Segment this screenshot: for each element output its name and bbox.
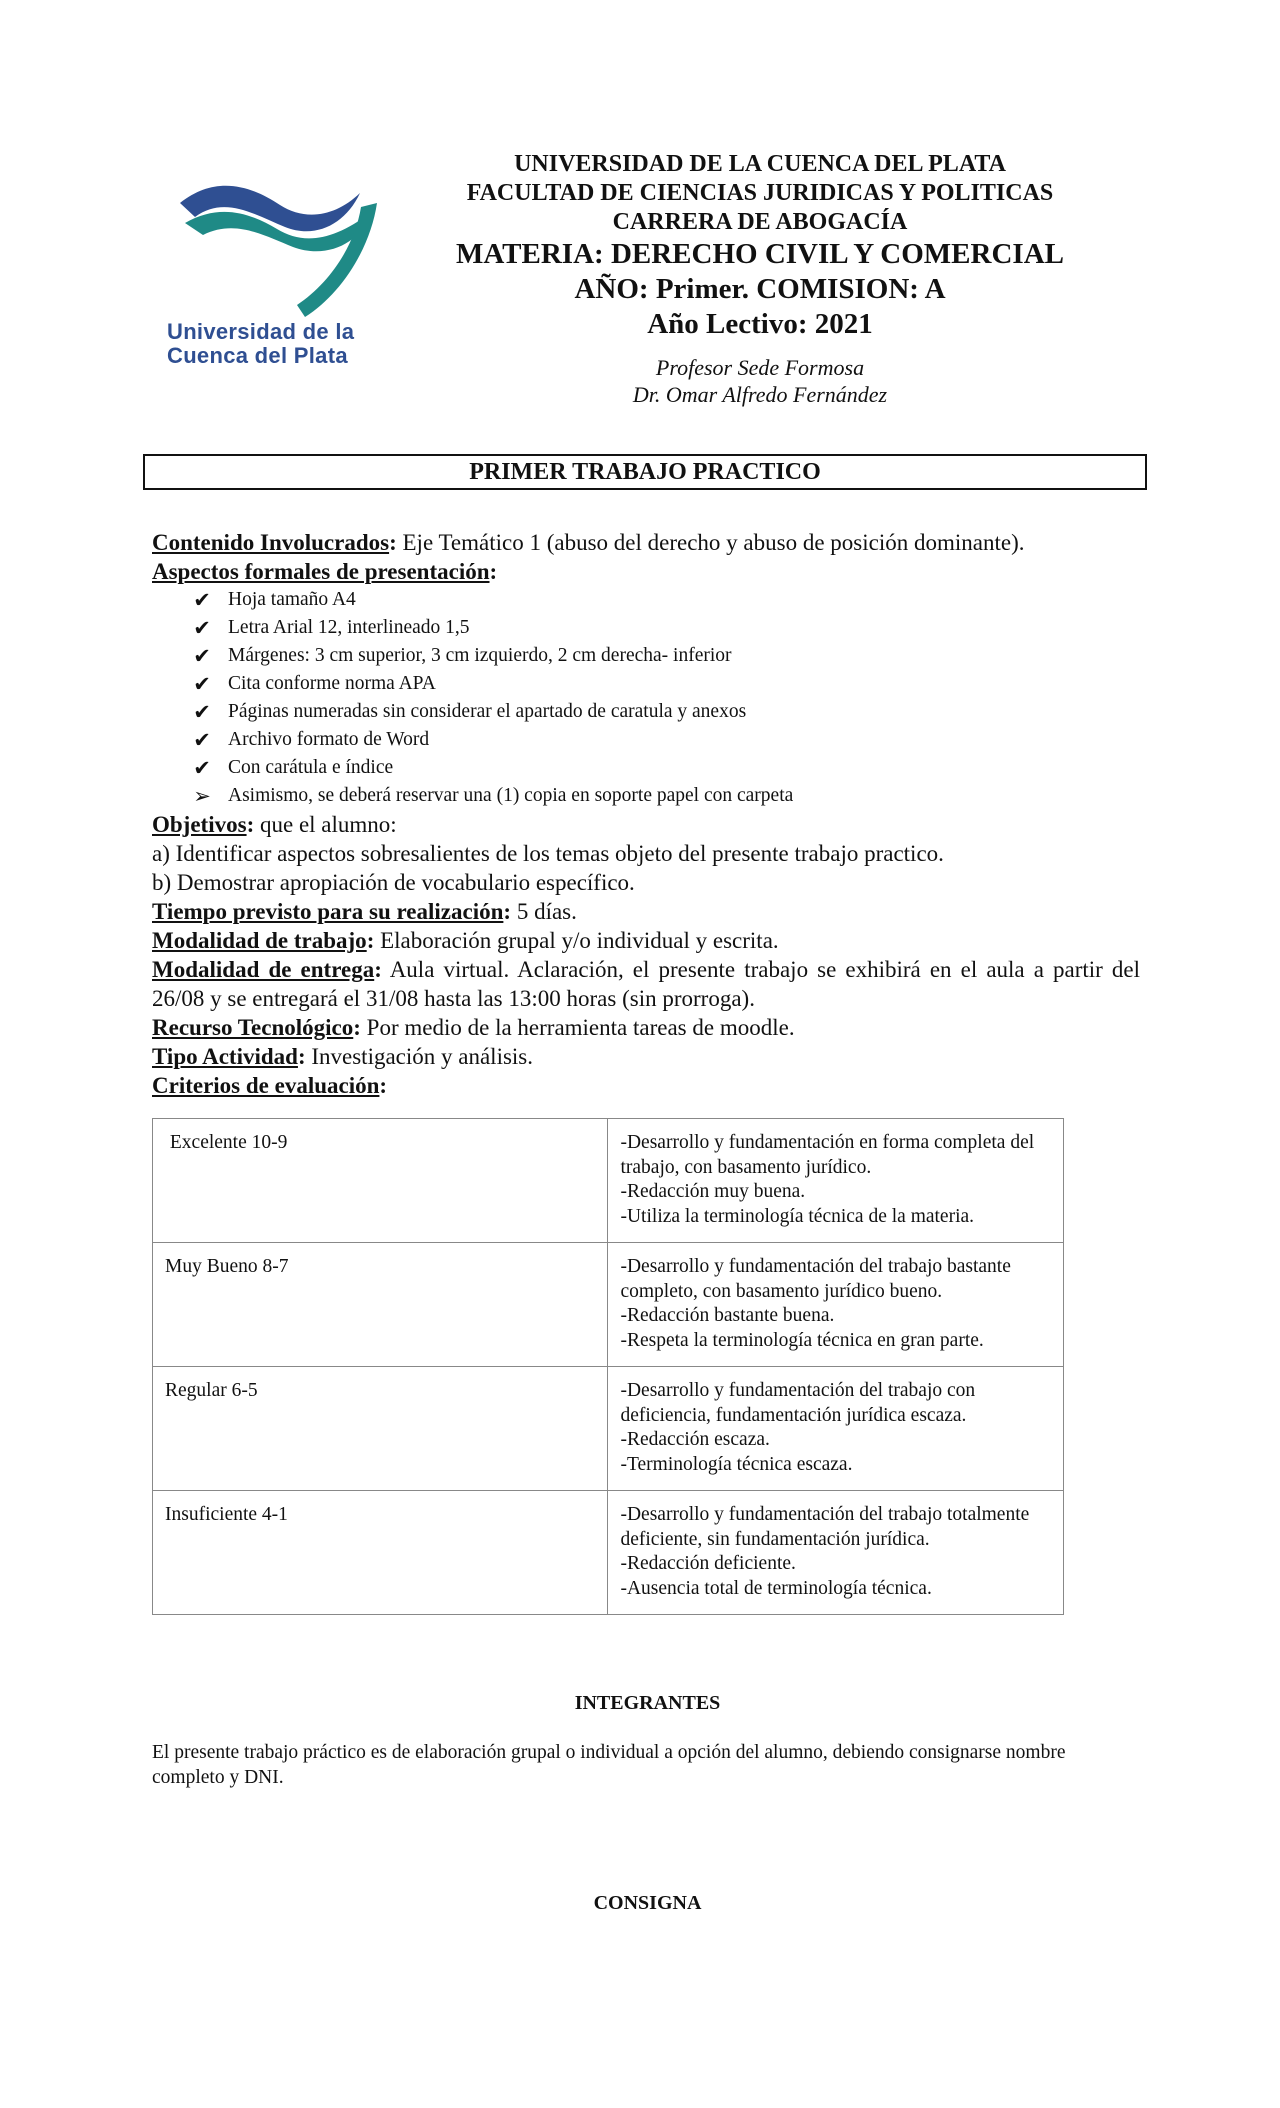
aspectos-heading: Aspectos formales de presentación:	[152, 559, 498, 584]
list-item: ➢ Asimismo, se deberá reservar una (1) copia en soporte papel con carpeta	[190, 782, 1140, 810]
grade-cell: Excelente 10-9	[153, 1119, 608, 1243]
criterios-heading: Criterios de evaluación:	[152, 1073, 388, 1098]
logo-text-line1: Universidad de la	[167, 319, 355, 344]
logo-wordmark	[167, 320, 407, 368]
logo-text-line2: Cuenca del Plata	[167, 343, 348, 368]
list-item: ✔ Páginas numeradas sin considerar el apartado de caratula y anexos	[190, 698, 1140, 726]
criterios-label: Criterios de evaluación	[152, 1073, 380, 1098]
tipo-label: Tipo Actividad	[152, 1044, 298, 1069]
modalidad-entrega-paragraph: Modalidad de entrega: Aula virtual. Aclaración, el presente trabajo se exhibirá en el aula a partir del 26/08 y se entregará el 31/08 hasta las 13:00 horas (sin prorroga).	[152, 957, 1140, 1011]
list-item: ✔ Márgenes: 3 cm superior, 3 cm izquierdo, 2 cm derecha- inferior	[190, 642, 1140, 670]
subject-title: MATERIA: DERECHO CIVIL Y COMERCIAL	[456, 238, 1064, 270]
university-name: UNIVERSIDAD DE LA CUENCA DEL PLATA	[514, 151, 1006, 177]
list-item: ✔ Con carátula e índice	[190, 754, 1140, 782]
checkmark-icon: ✔	[193, 672, 211, 696]
objetivo-a: a) Identificar aspectos sobresalientes de los temas objeto del presente trabajo practico.	[152, 841, 944, 866]
professor-name: Dr. Omar Alfredo Fernández	[632, 382, 888, 407]
objetivos-label: Objetivos	[152, 812, 247, 837]
aspectos-label: Aspectos formales de presentación	[152, 559, 490, 584]
tipo-paragraph: Tipo Actividad: Investigación y análisis.	[152, 1044, 534, 1069]
tiempo-label: Tiempo previsto para su realización	[152, 899, 504, 924]
checkmark-icon: ✔	[193, 756, 211, 780]
career-name: CARRERA DE ABOGACÍA	[612, 209, 908, 235]
tiempo-paragraph: Tiempo previsto para su realización: 5 días.	[152, 899, 577, 924]
integrantes-text: El presente trabajo práctico es de elaboración grupal o individual a opción del alumno, debiendo consignarse nombre completo y DNI.	[152, 1742, 1066, 1788]
contenido-label: Contenido Involucrados	[152, 530, 390, 555]
professor-block	[410, 354, 1110, 408]
recurso-paragraph: Recurso Tecnológico: Por medio de la herramienta tareas de moodle.	[152, 1015, 795, 1040]
table-row	[153, 1491, 1064, 1615]
checkmark-icon: ✔	[193, 588, 211, 612]
description-cell: -Desarrollo y fundamentación del trabajo bastante completo, con basamento jurídico bueno. -Redacción bastante buena. -Respeta la terminología técnica en gran parte.	[608, 1243, 1064, 1367]
description-cell: -Desarrollo y fundamentación del trabajo con deficiencia, fundamentación jurídica escaza. -Redacción escaza. -Terminología técnica escaza.	[608, 1367, 1064, 1491]
document-header	[410, 150, 1110, 408]
table-row	[153, 1119, 1064, 1243]
grade-cell: Regular 6-5	[153, 1367, 608, 1491]
criteria-table	[152, 1118, 1064, 1615]
professor-role: Profesor Sede Formosa	[655, 355, 865, 380]
checkmark-icon: ✔	[193, 700, 211, 724]
grade-cell: Muy Bueno 8-7	[153, 1243, 608, 1367]
modalidad-trabajo-paragraph: Modalidad de trabajo: Elaboración grupal y/o individual y escrita.	[152, 928, 779, 953]
description-cell: -Desarrollo y fundamentación del trabajo totalmente deficiente, sin fundamentación jurídica. -Redacción deficiente. -Ausencia total de terminología técnica.	[608, 1491, 1064, 1615]
modalidad-trabajo-label: Modalidad de trabajo	[152, 928, 367, 953]
contenido-text: Eje Temático 1 (abuso del derecho y abuso de posición dominante).	[396, 530, 1025, 555]
list-item: ✔ Cita conforme norma APA	[190, 670, 1140, 698]
list-item: ✔ Hoja tamaño A4	[190, 586, 1140, 614]
faculty-name: FACULTAD DE CIENCIAS JURIDICAS Y POLITICAS	[466, 180, 1054, 206]
consigna-title: CONSIGNA	[593, 1892, 702, 1914]
integrantes-title: INTEGRANTES	[574, 1692, 721, 1714]
checkmark-icon: ✔	[193, 644, 211, 668]
academic-year: Año Lectivo: 2021	[647, 308, 873, 340]
objetivo-b: b) Demostrar apropiación de vocabulario específico.	[152, 870, 635, 895]
year-commission: AÑO: Primer. COMISION: A	[574, 273, 946, 305]
assignment-title: PRIMER TRABAJO PRACTICO	[143, 454, 1147, 490]
recurso-label: Recurso Tecnológico	[152, 1015, 354, 1040]
list-item: ✔ Archivo formato de Word	[190, 726, 1140, 754]
grade-cell: Insuficiente 4-1	[153, 1491, 608, 1615]
list-item: ✔ Letra Arial 12, interlineado 1,5	[190, 614, 1140, 642]
checkmark-icon: ✔	[193, 728, 211, 752]
modalidad-entrega-label: Modalidad de entrega	[152, 957, 375, 982]
table-row	[153, 1243, 1064, 1367]
aspectos-list	[152, 586, 1140, 810]
arrow-bullet-icon: ➢	[193, 784, 211, 808]
table-row	[153, 1367, 1064, 1491]
assignment-content	[152, 528, 1140, 1100]
checkmark-icon: ✔	[193, 616, 211, 640]
description-cell: -Desarrollo y fundamentación en forma completa del trabajo, con basamento jurídico. -Redacción muy buena. -Utiliza la terminología técnica de la materia.	[608, 1119, 1064, 1243]
objetivos-paragraph: Objetivos: que el alumno:	[152, 812, 397, 837]
contenido-paragraph: Contenido Involucrados: Eje Temático 1 (abuso del derecho y abuso de posición dominante).	[152, 530, 1025, 555]
